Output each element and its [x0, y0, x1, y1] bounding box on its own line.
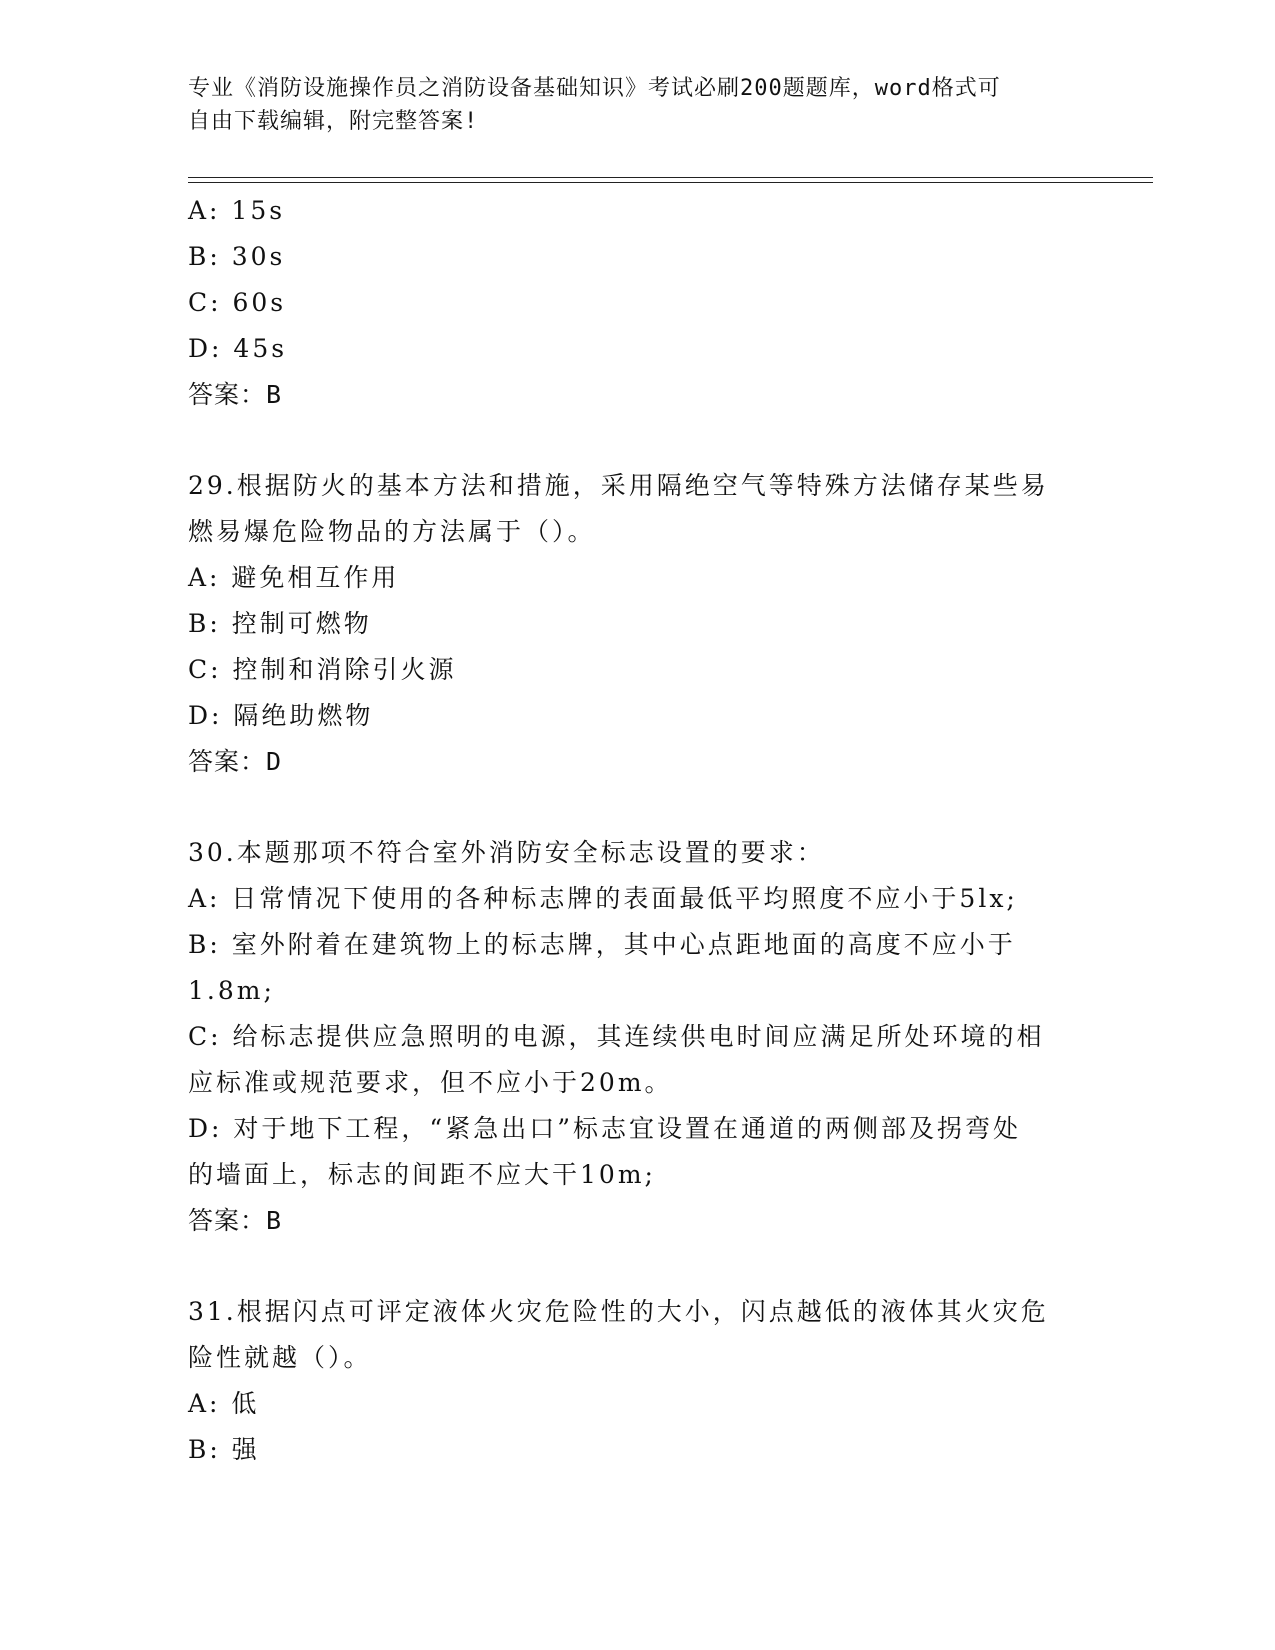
- question-29: [188, 463, 1088, 785]
- option-line: 1.8m;: [188, 976, 275, 1005]
- question-stem-line: 燃易爆危险物品的方法属于（）。: [188, 517, 596, 546]
- option-a: A: 15s: [188, 196, 286, 225]
- option-line: B: 室外附着在建筑物上的标志牌，其中心点距地面的高度不应小于: [188, 930, 1016, 959]
- header-divider-bottom: [188, 182, 1153, 183]
- option-a: A: 避免相互作用: [188, 563, 400, 592]
- header-line-2: 自由下载编辑，附完整答案!: [188, 109, 479, 134]
- header-line-1: 专业《消防设施操作员之消防设备基础知识》考试必刷200题题库，word格式可: [188, 76, 1001, 101]
- question-stem-line: 30.本题那项不符合室外消防安全标志设置的要求：: [188, 838, 825, 867]
- answer: 答案：D: [188, 747, 283, 776]
- option-a: A: 低: [188, 1389, 260, 1418]
- option-b: B: 强: [188, 1435, 260, 1464]
- question-stem-line: 31.根据闪点可评定液体火灾危险性的大小，闪点越低的液体其火灾危: [188, 1297, 1049, 1326]
- question-31: [188, 1289, 1088, 1473]
- option-d: D: 隔绝助燃物: [188, 701, 374, 730]
- option-line: C: 给标志提供应急照明的电源，其连续供电时间应满足所处环境的相: [188, 1022, 1045, 1051]
- header-divider-top: [188, 177, 1153, 178]
- option-c: C: 60s: [188, 288, 287, 317]
- question-content: [188, 188, 1088, 1473]
- question-stem-line: 险性就越（）。: [188, 1343, 372, 1372]
- document-header: [188, 72, 1068, 138]
- option-c: C: 控制和消除引火源: [188, 655, 457, 684]
- question-stem-line: 29.根据防火的基本方法和措施，采用隔绝空气等特殊方法储存某些易: [188, 471, 1049, 500]
- option-line: D: 对于地下工程，“紧急出口”标志宜设置在通道的两侧部及拐弯处: [188, 1114, 1021, 1143]
- option-line: 应标准或规范要求，但不应小于20m。: [188, 1068, 673, 1097]
- question-28: [188, 188, 1088, 418]
- option-b: B: 30s: [188, 242, 286, 271]
- question-30: [188, 830, 1088, 1244]
- answer: 答案：B: [188, 380, 283, 409]
- option-d: D: 45s: [188, 334, 288, 363]
- answer: 答案：B: [188, 1206, 283, 1235]
- option-line: A: 日常情况下使用的各种标志牌的表面最低平均照度不应小于5lx;: [188, 884, 1018, 913]
- option-line: 的墙面上，标志的间距不应大干10m;: [188, 1160, 656, 1189]
- option-b: B: 控制可燃物: [188, 609, 372, 638]
